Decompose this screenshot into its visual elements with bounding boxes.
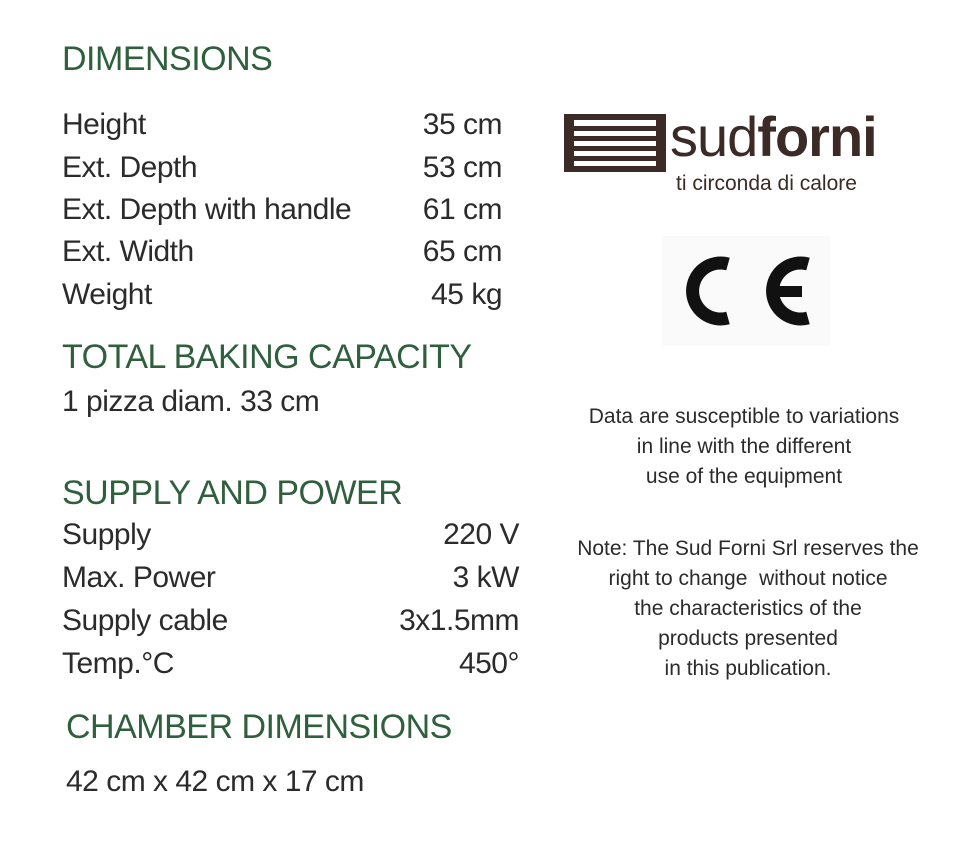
note-line: the characteristics of the [634,597,862,620]
spec-value: 3 kW [452,561,519,594]
spec-label: Ext. Depth [62,151,198,184]
capacity-heading: TOTAL BAKING CAPACITY [62,338,472,376]
note-line: Note: The Sud Forni Srl reserves the [577,537,919,560]
disclaimer-note [548,534,948,684]
spec-value: 220 V [443,518,519,551]
note-line: in line with the different [636,435,852,458]
spec-row-ext-depth [62,151,502,185]
spec-label: Weight [62,278,152,311]
spec-row-height [62,108,502,142]
logo-tagline: ti circonda di calore [676,172,857,195]
capacity-text: 1 pizza diam. 33 cm [62,385,320,418]
note-line: right to change without notice [608,567,888,590]
spec-value: 53 cm [422,151,502,184]
spec-value: 35 cm [422,108,502,141]
dimensions-heading: DIMENSIONS [62,40,273,78]
logo-name-bold: forni [757,105,877,168]
spec-row-ext-depth-handle [62,193,502,227]
variations-note [544,402,944,492]
spec-row-ext-width [62,235,502,269]
spec-label: Temp.°C [62,647,174,680]
spec-label: Height [62,108,146,141]
spec-value: 3x1.5mm [399,604,519,637]
spec-label: Supply [62,518,151,551]
spec-row-weight [62,278,502,312]
sudforni-logo [564,105,904,198]
spec-label: Max. Power [62,561,216,594]
logo-name-light: sud [670,105,758,168]
note-line: Data are susceptible to variations [588,405,900,428]
spec-value: 61 cm [422,193,502,226]
oven-rack-icon [564,114,666,172]
chamber-text: 42 cm x 42 cm x 17 cm [66,765,364,798]
spec-row-supply-cable [62,604,519,638]
spec-label: Ext. Depth with handle [62,193,352,226]
spec-row-supply [62,518,519,552]
note-line: products presented [658,627,838,650]
spec-label: Ext. Width [62,235,194,268]
spec-row-temp [62,647,519,681]
spec-row-max-power [62,561,519,595]
ce-mark [662,236,830,346]
ce-mark-icon [662,236,830,346]
spec-value: 65 cm [422,235,502,268]
spec-value: 45 kg [431,278,502,311]
note-line: in this publication. [664,657,832,680]
spec-value: 450° [458,647,519,680]
note-line: use of the equipment [645,465,843,488]
supply-heading: SUPPLY AND POWER [62,474,403,512]
spec-label: Supply cable [62,604,228,637]
chamber-heading: CHAMBER DIMENSIONS [66,708,452,746]
